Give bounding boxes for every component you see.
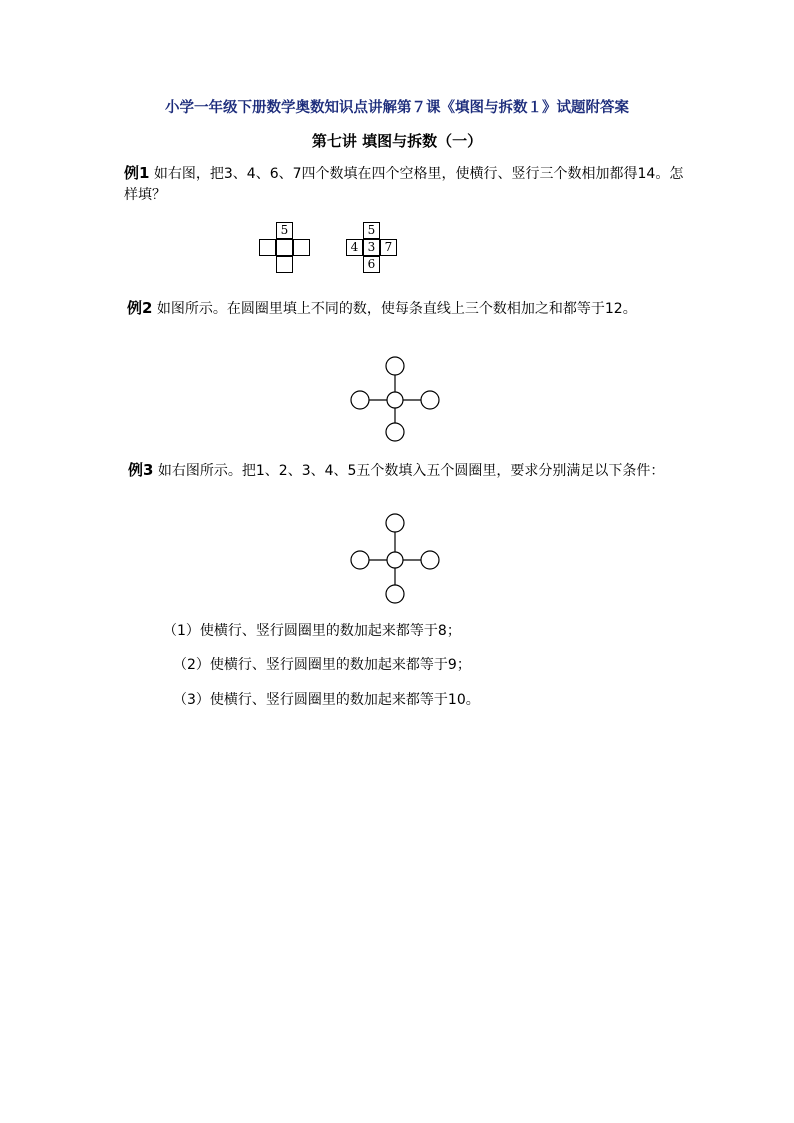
condition-3: （3）使横行、竖行圆圈里的数加起来都等于10。 — [173, 692, 480, 708]
blank-grid-bottom-cell — [276, 256, 293, 273]
example2-text: 如图所示。在圆圈里填上不同的数，使每条直线上三个数相加之和都等于12。 — [156, 301, 637, 317]
condition-2: （2）使横行、竖行圆圈里的数加起来都等于9； — [173, 657, 471, 673]
answer-grid-center-cell: 3 — [363, 239, 380, 256]
blank-grid-top-cell: 5 — [276, 222, 293, 239]
blank-grid-left-cell — [259, 239, 276, 256]
blank-grid-right-cell — [293, 239, 310, 256]
answer-grid-left-cell: 4 — [346, 239, 363, 256]
condition-1: （1）使横行、竖行圆圈里的数加起来都等于8； — [163, 623, 461, 639]
answer-grid-top-cell: 5 — [363, 222, 380, 239]
example2-circle-cross-diagram — [340, 345, 450, 455]
example2-paragraph — [127, 298, 687, 320]
example1-text: 如右图，把3、4、6、7四个数填在四个空格里，使横行、竖行三个数相加都得14。怎样填？ — [124, 166, 684, 203]
left-circle — [351, 391, 369, 409]
right-circle — [421, 391, 439, 409]
example3-text: 如右图所示。把1、2、3、4、5五个数填入五个圆圈里，要求分别满足以下条件： — [157, 463, 665, 479]
center-circle — [387, 552, 403, 568]
lesson-title: 第七讲 填图与拆数（一） — [311, 132, 483, 150]
bottom-circle — [386, 585, 404, 603]
blank-grid-center-cell — [276, 239, 293, 256]
example3-label: 例3 — [128, 461, 154, 479]
example1-label: 例1 — [124, 164, 150, 182]
top-circle — [386, 357, 404, 375]
top-circle — [386, 514, 404, 532]
answer-grid-bottom-cell: 6 — [363, 256, 380, 273]
example3-paragraph — [128, 460, 688, 482]
center-circle — [387, 392, 403, 408]
answer-grid-right-cell: 7 — [380, 239, 397, 256]
left-circle — [351, 551, 369, 569]
example3-circle-cross-diagram — [340, 505, 450, 615]
example1-paragraph — [124, 163, 684, 206]
bottom-circle — [386, 423, 404, 441]
document-title: 小学一年级下册数学奥数知识点讲解第７课《填图与拆数１》试题附答案 — [165, 99, 629, 116]
right-circle — [421, 551, 439, 569]
example2-label: 例2 — [127, 299, 153, 317]
